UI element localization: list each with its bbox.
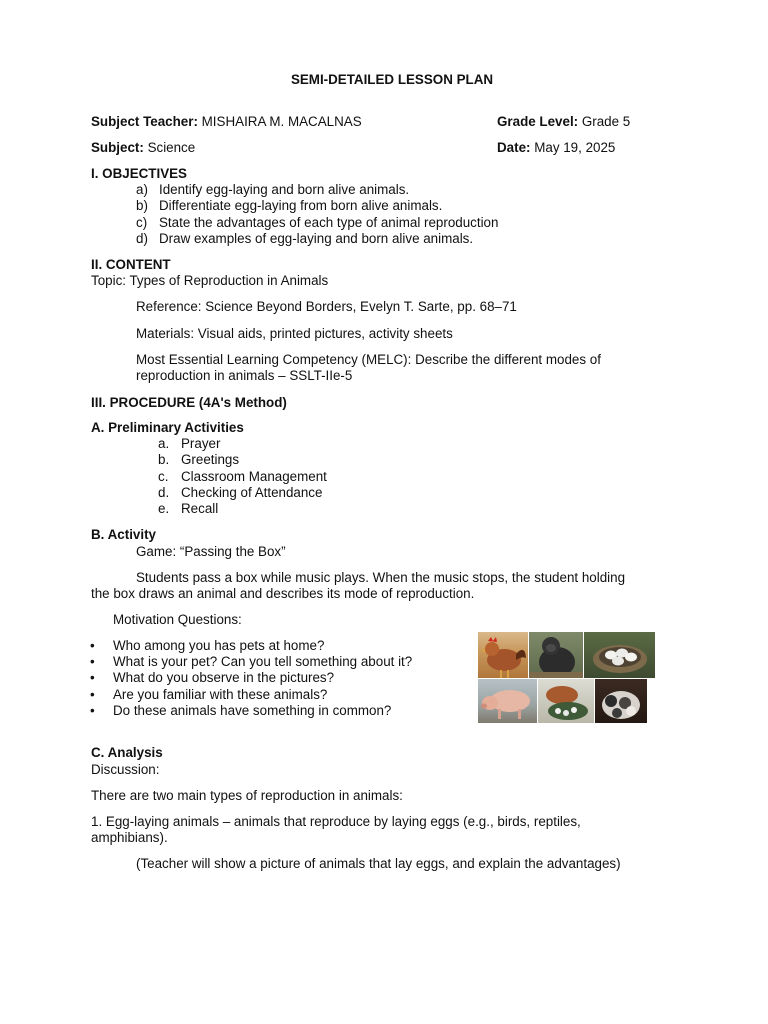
subject-row (91, 140, 195, 156)
game-desc-line-2: the box draws an animal and describes its mode of reproduction. (91, 586, 475, 601)
list-item-text: Do these animals have something in common? (113, 702, 392, 718)
list-marker: b. (158, 452, 170, 468)
list-item-text: Classroom Management (181, 468, 327, 484)
list-item-text: Identify egg-laying and born alive animals. (159, 182, 410, 197)
preliminary-list (158, 436, 327, 517)
bullet-icon: • (90, 654, 95, 670)
list-item (90, 703, 412, 719)
gorilla-photo (529, 632, 583, 678)
grade-row (497, 114, 630, 130)
page-title: SEMI-DETAILED LESSON PLAN (290, 72, 494, 87)
list-item-text: Draw examples of egg-laying and born alive animals. (159, 230, 474, 246)
list-item-text: Prayer (181, 436, 221, 451)
list-item (90, 638, 412, 654)
reference-line: Reference: Science Beyond Borders, Evelyn T. Sarte, pp. 68–71 (136, 299, 517, 314)
animal-babies-photo (538, 679, 594, 723)
bullet-icon: • (90, 638, 95, 653)
date-row (497, 140, 615, 156)
list-item (90, 670, 412, 686)
list-item (90, 654, 412, 670)
melc-line-2: reproduction in animals – SSLT-IIe-5 (136, 368, 353, 383)
list-item-text: Recall (181, 501, 219, 517)
list-item (136, 215, 498, 231)
discussion-label: Discussion: (91, 762, 160, 777)
motivation-list (90, 638, 412, 719)
objectives-list (136, 182, 498, 247)
subject-value: Science (147, 140, 196, 155)
list-item (158, 436, 327, 452)
teacher-value: MISHAIRA M. MACALNAS (201, 114, 362, 129)
list-item-text: Greetings (181, 452, 240, 468)
list-item (136, 231, 498, 247)
list-marker: b) (136, 198, 148, 214)
list-item (90, 687, 412, 703)
motivation-heading: Motivation Questions: (113, 612, 242, 627)
grade-label: Grade Level: (497, 114, 579, 129)
animal-pictures-collage (478, 632, 655, 723)
list-item-text: What do you observe in the pictures? (113, 670, 335, 686)
list-item-text: Checking of Attendance (181, 484, 323, 500)
list-item (136, 198, 498, 214)
list-marker: a. (158, 436, 170, 451)
list-marker: c. (158, 468, 169, 484)
list-marker: d) (136, 230, 148, 246)
teacher-note: (Teacher will show a picture of animals that lay eggs, and explain the advantages) (136, 856, 621, 871)
list-item-text: What is your pet? Can you tell something about it? (113, 654, 413, 670)
topic-line: Topic: Types of Reproduction in Animals (91, 273, 329, 288)
preliminary-heading: A. Preliminary Activities (91, 420, 244, 435)
game-line: Game: “Passing the Box” (136, 544, 286, 559)
game-desc-line-1: Students pass a box while music plays. When the music stops, the student holding (136, 570, 626, 585)
list-item-text: Are you familiar with these animals? (113, 686, 328, 702)
list-marker: d. (158, 484, 170, 500)
teacher-row (91, 114, 362, 130)
list-item (158, 501, 327, 517)
kittens-photo (595, 679, 647, 723)
date-value: May 19, 2025 (534, 140, 616, 155)
two-types-line: There are two main types of reproduction in animals: (91, 788, 403, 803)
bullet-icon: • (90, 686, 95, 702)
materials-line: Materials: Visual aids, printed pictures, activity sheets (136, 326, 453, 341)
date-label: Date: (497, 140, 531, 155)
list-item (158, 469, 327, 485)
hen-photo (478, 632, 528, 678)
subject-label: Subject: (91, 140, 144, 155)
objectives-heading: I. OBJECTIVES (91, 166, 187, 181)
list-marker: a) (136, 182, 148, 197)
list-item (136, 182, 498, 198)
grade-value: Grade 5 (581, 114, 631, 129)
activity-heading: B. Activity (91, 527, 156, 542)
list-item (158, 452, 327, 468)
list-item-text: Who among you has pets at home? (113, 638, 325, 653)
bullet-icon: • (90, 702, 95, 718)
melc-line-1: Most Essential Learning Competency (MELC): Describe the different modes of (136, 352, 601, 367)
egg-laying-line-1: 1. Egg-laying animals – animals that reproduce by laying eggs (e.g., birds, reptiles, (91, 814, 581, 829)
procedure-heading: III. PROCEDURE (4A's Method) (91, 395, 287, 410)
teacher-label: Subject Teacher: (91, 114, 198, 129)
analysis-heading: C. Analysis (91, 745, 163, 760)
list-item-text: State the advantages of each type of animal reproduction (159, 214, 499, 230)
bullet-icon: • (90, 670, 95, 686)
egg-laying-line-2: amphibians). (91, 830, 168, 845)
eggs-nest-photo (584, 632, 655, 678)
content-heading: II. CONTENT (91, 257, 171, 272)
list-item-text: Differentiate egg-laying from born alive animals. (159, 198, 443, 214)
list-item (158, 485, 327, 501)
list-marker: e. (158, 501, 170, 517)
list-marker: c) (136, 214, 148, 230)
pig-photo (478, 679, 537, 723)
